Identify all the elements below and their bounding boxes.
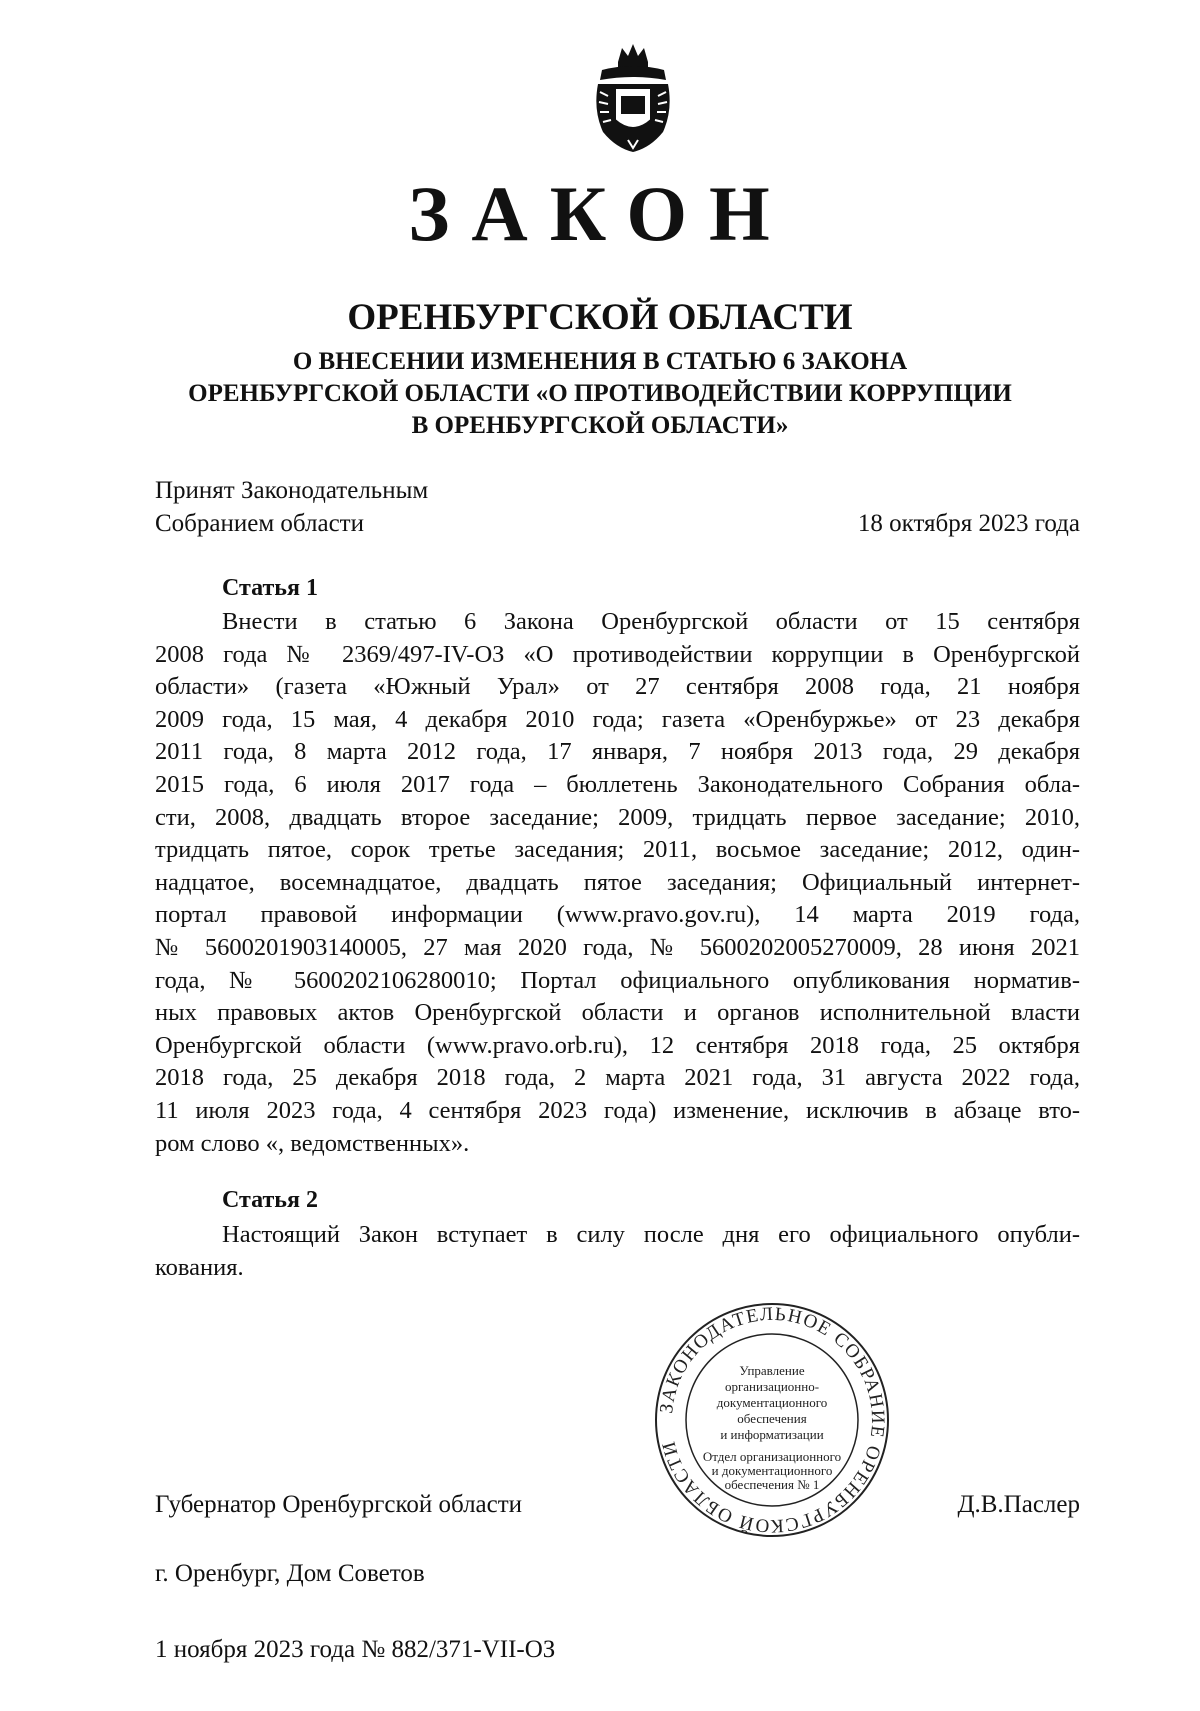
law-title: ЗАКОН bbox=[408, 170, 792, 257]
text-line: 2009 года, 15 мая, 4 декабря 2010 года; газета «Оренбуржье» от 23 декабря bbox=[155, 705, 1080, 733]
text-line: кования. bbox=[155, 1253, 244, 1281]
region-title: ОРЕНБУРГСКОЙ ОБЛАСТИ bbox=[347, 297, 853, 338]
subtitle-line: В ОРЕНБУРГСКОЙ ОБЛАСТИ» bbox=[411, 412, 789, 439]
text-line: области» (газета «Южный Урал» от 27 сентября 2008 года, 21 ноября bbox=[155, 673, 1080, 701]
text-line: сти, 2008, двадцать второе заседание; 2009, тридцать первое заседание; 2010, bbox=[155, 803, 1080, 831]
adoption-line: Принят Законодательным bbox=[155, 477, 429, 504]
text-line: 2018 года, 25 декабря 2018 года, 2 марта 2021 года, 31 августа 2022 года, bbox=[155, 1064, 1080, 1092]
signatory-title: Губернатор Оренбургской области bbox=[155, 1491, 523, 1518]
article-2-heading: Статья 2 bbox=[222, 1187, 318, 1213]
subtitle-line: О ВНЕСЕНИИ ИЗМЕНЕНИЯ В СТАТЬЮ 6 ЗАКОНА bbox=[292, 348, 908, 375]
stamp-inner-line: документационного bbox=[716, 1395, 828, 1410]
text-line: ром слово «, ведомственных». bbox=[155, 1129, 470, 1157]
article-2-text bbox=[155, 1219, 1080, 1284]
stamp-ring-text: ЗАКОНОДАТЕЛЬНОЕ СОБРАНИЕ ОРЕНБУРГСКОЙ ОБЛАСТИ bbox=[656, 1303, 889, 1537]
text-line: № 5600201903140005, 27 мая 2020 года, № 5600202005270009, 28 июня 2021 bbox=[155, 933, 1080, 961]
law-date-number: 1 ноября 2023 года № 882/371-VII-ОЗ bbox=[155, 1636, 556, 1663]
adoption-date: 18 октября 2023 года bbox=[857, 510, 1080, 537]
text-line: 11 июля 2023 года, 4 сентября 2023 года) изменение, исключив в абзаце вто- bbox=[155, 1096, 1080, 1124]
stamp-inner-line: и информатизации bbox=[720, 1427, 824, 1442]
text-line: года, № 5600202106280010; Портал официального опубликования норматив- bbox=[155, 966, 1080, 994]
coat-of-arms-emblem bbox=[588, 40, 678, 155]
signatory-name: Д.В.Паслер bbox=[957, 1491, 1080, 1518]
signing-place: г. Оренбург, Дом Советов bbox=[155, 1560, 425, 1587]
text-line: 2015 года, 6 июля 2017 года – бюллетень Законодательного Собрания обла- bbox=[155, 770, 1080, 798]
stamp-inner-line: обеспечения bbox=[737, 1411, 807, 1426]
text-line: Внести в статью 6 Закона Оренбургской области от 15 сентября bbox=[222, 608, 1080, 635]
article-1-text bbox=[155, 606, 1080, 1160]
law-subtitle bbox=[140, 346, 1060, 442]
text-line: 2011 года, 8 марта 2012 года, 17 января, 7 ноября 2013 года, 29 декабря bbox=[155, 738, 1080, 766]
text-line: Оренбургской области (www.pravo.orb.ru), 12 сентября 2018 года, 25 октября bbox=[155, 1031, 1080, 1059]
subtitle-line: ОРЕНБУРГСКОЙ ОБЛАСТИ «О ПРОТИВОДЕЙСТВИИ КОРРУПЦИИ bbox=[188, 380, 1012, 407]
stamp-inner-line: Управление bbox=[739, 1363, 805, 1378]
text-line: 2008 года № 2369/497-IV-ОЗ «О противодействии коррупции в Оренбургской bbox=[155, 640, 1080, 668]
text-line: портал правовой информации (www.pravo.gov.ru), 14 марта 2019 года, bbox=[155, 901, 1080, 929]
text-line: надцатое, восемнадцатое, двадцать пятое заседания; Официальный интернет- bbox=[155, 868, 1080, 896]
text-line: тридцать пятое, сорок третье заседания; 2011, восьмое заседание; 2012, один- bbox=[155, 836, 1080, 864]
adoption-line: Собранием области bbox=[155, 510, 364, 537]
text-line: ных правовых актов Оренбургской области и органов исполнительной власти bbox=[155, 999, 1080, 1027]
stamp-inner-line: организационно- bbox=[724, 1379, 820, 1394]
stamp-dept-line: и документационного bbox=[711, 1463, 833, 1478]
adoption-body bbox=[155, 474, 428, 540]
stamp-dept-line: Отдел организационного bbox=[702, 1449, 842, 1464]
stamp-dept-line: обеспечения № 1 bbox=[724, 1477, 820, 1492]
official-stamp-seal bbox=[652, 1300, 892, 1540]
article-1-heading: Статья 1 bbox=[222, 575, 318, 601]
text-line: Настоящий Закон вступает в силу после дня его официального опубли- bbox=[222, 1221, 1080, 1248]
